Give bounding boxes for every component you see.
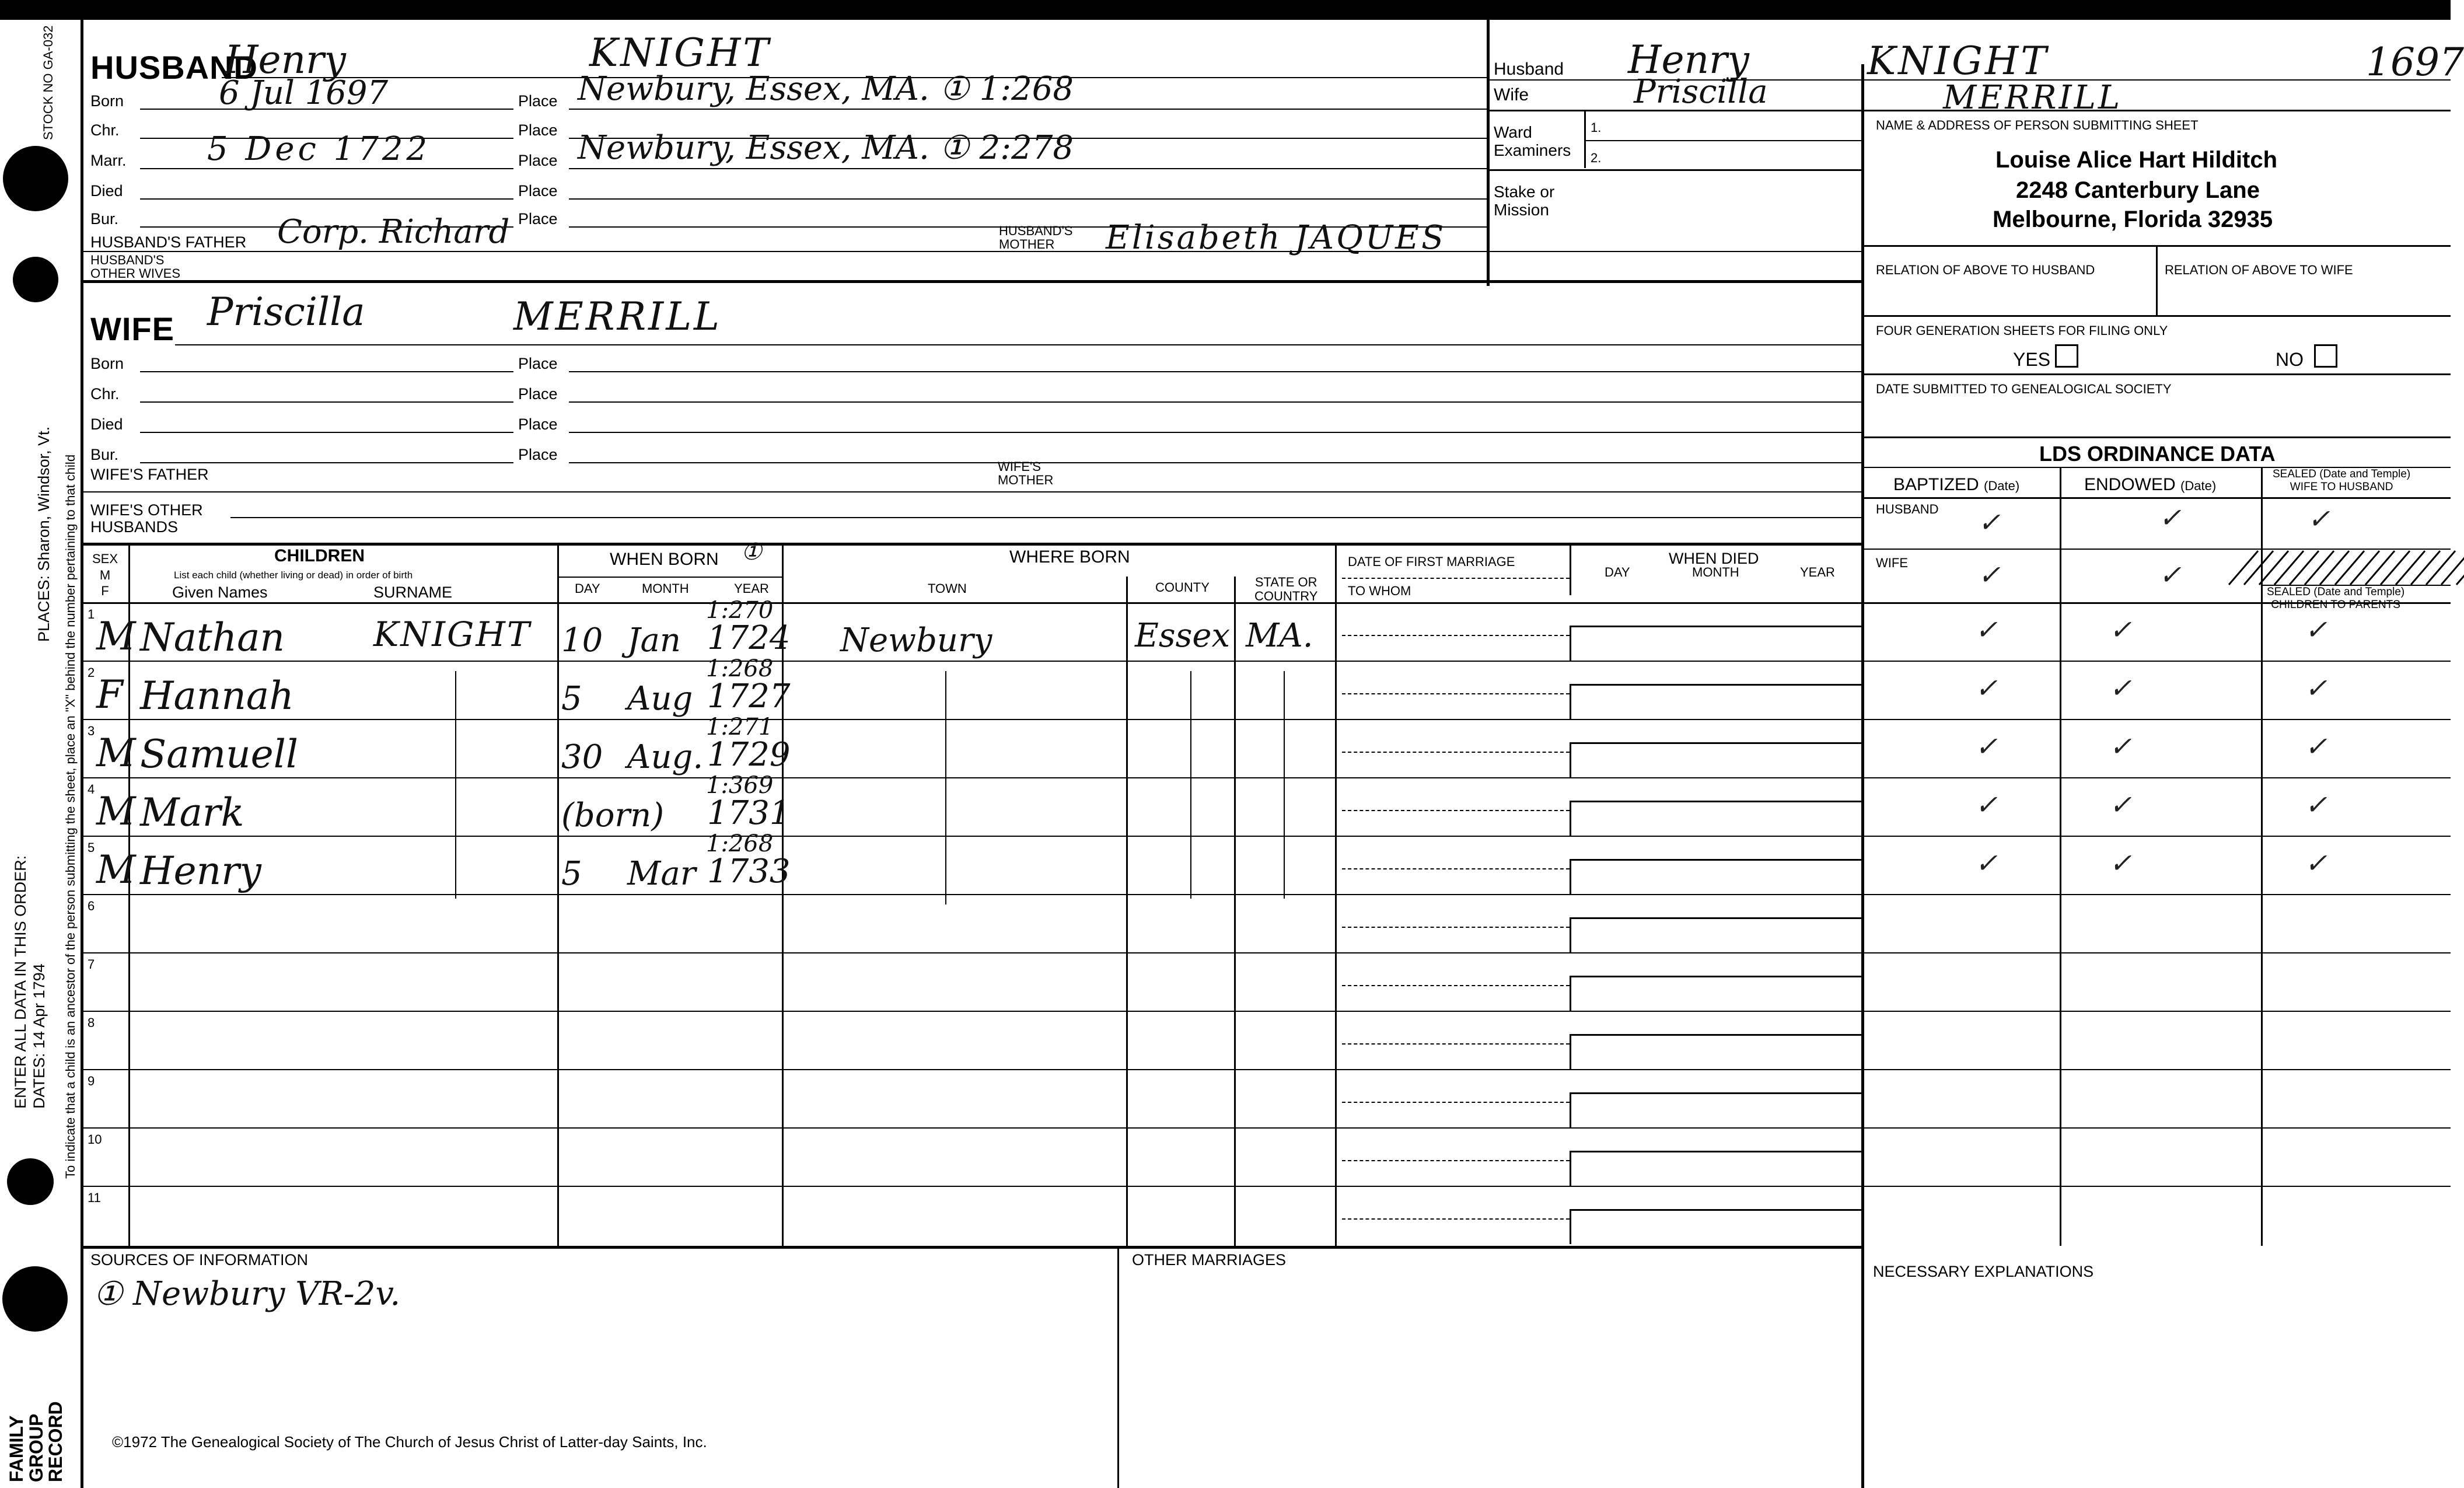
month-header: MONTH	[642, 581, 689, 596]
child-number: 7	[88, 957, 95, 972]
child-source-ref: 1:270	[706, 597, 774, 624]
check-mark: ✓	[1975, 847, 1998, 879]
relation-wife-label: RELATION OF ABOVE TO WIFE	[2165, 263, 2353, 277]
child-number: 6	[88, 899, 95, 913]
rule	[1570, 801, 1861, 802]
date-submitted-label: DATE SUBMITTED TO GENEALOGICAL SOCIETY	[1876, 382, 2172, 396]
top-border	[0, 0, 2451, 20]
baptized-header: BAPTIZED (Date)	[1893, 475, 2020, 494]
rule	[1861, 436, 2451, 438]
rule	[569, 198, 1487, 200]
child-birth-day: 30	[561, 738, 603, 776]
child-birth-town: Newbury	[840, 621, 992, 659]
right-wife-label: Wife	[1494, 85, 1529, 104]
child-number: 8	[88, 1015, 95, 1030]
check-mark: ✓	[2109, 614, 2132, 645]
check-mark: ✓	[2305, 789, 2327, 820]
when-born-source: ①	[741, 539, 762, 565]
husband-mother-label: HUSBAND'S MOTHER	[999, 223, 1073, 252]
rule	[1861, 602, 2451, 604]
necessary-explanations-label: NECESSARY EXPLANATIONS	[1873, 1263, 2094, 1280]
place-label: Place	[518, 355, 558, 372]
husband-marriage-place: Newbury, Essex, MA. ① 2:278	[578, 129, 1074, 167]
rule	[1342, 1102, 1570, 1103]
wife-heading: WIFE	[90, 310, 174, 347]
husband-marriage-date: 5 Dec 1722	[207, 130, 431, 168]
born-label: Born	[90, 92, 124, 110]
child-birth-day: (born)	[561, 797, 665, 834]
column-line	[1234, 577, 1236, 1246]
place-label: Place	[518, 210, 558, 228]
chr-label: Chr.	[90, 385, 120, 403]
rule	[1570, 1092, 1571, 1127]
rule	[1570, 684, 1571, 719]
hatched-cell	[2264, 551, 2451, 585]
binder-hole	[13, 257, 58, 302]
husband-father-name: Corp. Richard	[277, 213, 510, 251]
rule	[1570, 801, 1571, 836]
died-year-header: YEAR	[1800, 565, 1835, 579]
chr-label: Chr.	[90, 121, 120, 139]
rule	[82, 777, 1861, 778]
rule	[1861, 777, 2451, 778]
child-number: 5	[88, 840, 95, 855]
rule	[82, 602, 1861, 604]
rule	[1487, 169, 1861, 171]
binder-hole	[2, 1266, 68, 1332]
wife-father-label: WIFE'S FATHER	[90, 466, 209, 483]
child-birth-month: Jan	[627, 621, 681, 659]
rule	[557, 577, 782, 578]
rule	[1342, 1218, 1570, 1220]
other-marriages-label: OTHER MARRIAGES	[1132, 1251, 1287, 1269]
child-source-ref: 1:271	[706, 714, 774, 740]
rule	[1861, 952, 2451, 953]
rule	[140, 198, 513, 200]
rule	[1342, 985, 1570, 986]
day-header: DAY	[575, 581, 600, 596]
children-subtitle: List each child (whether living or dead) in order of birth	[174, 570, 413, 581]
died-day-header: DAY	[1605, 565, 1630, 579]
rule	[230, 517, 1861, 518]
check-mark: ✓	[1978, 559, 2001, 591]
child-number: 4	[88, 782, 95, 797]
husband-born-place: Newbury, Essex, MA. ① 1:268	[578, 70, 1074, 108]
stock-number: STOCK NO GA-032	[41, 25, 55, 140]
rule	[1342, 752, 1570, 753]
right-wife-given: Priscilla	[1634, 73, 1768, 111]
sources-entry: ① Newbury VR-2v.	[93, 1275, 401, 1313]
submitter-city: Melbourne, Florida 32935	[1993, 207, 2273, 232]
child-birth-day: 5	[561, 680, 582, 718]
side-instruction: To indicate that a child is an ancestor of the person submitting the sheet, place an "X" behind the number pertaining to that child	[63, 454, 78, 1179]
rule	[1342, 927, 1570, 928]
check-mark: ✓	[1978, 507, 2001, 538]
rule	[1570, 917, 1571, 952]
child-birth-state: MA.	[1246, 617, 1313, 655]
rule	[1487, 110, 2451, 111]
when-died-header: WHEN DIED	[1669, 550, 1759, 567]
rule	[82, 661, 1861, 662]
rule	[1570, 1151, 1571, 1186]
child-birth-day: 5	[561, 855, 582, 893]
check-mark: ✓	[2109, 731, 2132, 762]
where-born-header: WHERE BORN	[1009, 547, 1130, 567]
four-gen-label: FOUR GENERATION SHEETS FOR FILING ONLY	[1876, 323, 2168, 338]
rule	[140, 462, 513, 463]
children-header: CHILDREN	[274, 546, 365, 565]
left-margin-line	[81, 20, 83, 1488]
right-husband-label: Husband	[1494, 60, 1564, 79]
rule	[1570, 976, 1571, 1011]
rule	[82, 894, 1861, 895]
died-month-header: MONTH	[1692, 565, 1739, 579]
child-birth-county: Essex	[1135, 617, 1231, 655]
check-mark: ✓	[1975, 672, 1998, 704]
rule	[1342, 635, 1570, 636]
column-divider	[1487, 20, 1490, 286]
lds-title: LDS ORDINANCE DATA	[2039, 442, 2276, 466]
rule	[1861, 894, 2451, 895]
child-source-ref: 1:268	[706, 655, 774, 682]
check-mark: ✓	[2109, 672, 2132, 704]
child-number: 11	[88, 1190, 101, 1205]
child-given-name: Mark	[140, 790, 244, 835]
sealed-wife-husband-header: SEALED (Date and Temple) WIFE TO HUSBAND	[2273, 468, 2411, 493]
column-line	[1570, 543, 1571, 595]
rule	[82, 280, 1861, 283]
check-mark: ✓	[2305, 672, 2327, 704]
child-birth-year: 1731	[707, 794, 791, 832]
bur-label: Bur.	[90, 446, 119, 463]
child-sex: M	[96, 731, 136, 776]
rule	[1861, 719, 2451, 720]
sources-label: SOURCES OF INFORMATION	[90, 1251, 309, 1269]
form-title: FAMILY GROUP RECORD	[6, 1401, 67, 1482]
side-places-note: PLACES: Sharon, Windsor, Vt.	[35, 426, 53, 642]
rule	[1342, 1043, 1570, 1045]
relation-husband-label: RELATION OF ABOVE TO HUSBAND	[1876, 263, 2095, 277]
rule	[569, 168, 1487, 169]
side-enter-order: ENTER ALL DATA IN THIS ORDER:	[12, 855, 29, 1109]
rule	[1342, 693, 1570, 694]
sex-header: SEX M F	[92, 551, 118, 598]
ditto-mark	[945, 671, 946, 904]
rule	[1570, 626, 1571, 661]
husband-surname: KNIGHT	[589, 30, 771, 75]
child-number: 3	[88, 724, 95, 738]
right-wife-surname: MERRILL	[1943, 79, 2123, 117]
rule	[1570, 1209, 1861, 1211]
submitter-name: Louise Alice Hart Hilditch	[1995, 147, 2278, 173]
rule	[1570, 626, 1861, 627]
year-header: YEAR	[734, 581, 769, 596]
check-mark: ✓	[2159, 502, 2182, 533]
submitter-street: 2248 Canterbury Lane	[2016, 177, 2260, 203]
check-mark: ✓	[2109, 847, 2132, 879]
yes-checkbox[interactable]	[2055, 344, 2078, 368]
rule	[82, 836, 1861, 837]
check-mark: ✓	[1975, 789, 1998, 820]
place-label: Place	[518, 121, 558, 139]
rule	[1861, 1011, 2451, 1012]
submitter-label: NAME & ADDRESS OF PERSON SUBMITTING SHEET	[1876, 118, 2199, 132]
child-birth-year: 1729	[707, 736, 791, 774]
rule	[82, 1127, 1861, 1129]
rule	[140, 168, 513, 169]
rule	[1861, 1186, 2451, 1187]
rule	[1861, 661, 2451, 662]
place-label: Place	[518, 415, 558, 433]
column-line	[2060, 467, 2061, 1246]
place-label: Place	[518, 446, 558, 463]
town-header: TOWN	[928, 581, 967, 596]
check-mark: ✓	[2109, 789, 2132, 820]
child-source-ref: 1:268	[706, 830, 774, 857]
ditto-mark	[1190, 671, 1191, 899]
rule	[1342, 810, 1570, 811]
check-mark: ✓	[1975, 614, 1998, 645]
rule	[1342, 1160, 1570, 1161]
husband-row-label: HUSBAND	[1876, 502, 1939, 516]
first-marriage-header: DATE OF FIRST MARRIAGE	[1348, 554, 1515, 569]
died-label: Died	[90, 182, 123, 200]
right-husband-given: Henry	[1628, 37, 1749, 82]
no-label: NO	[2276, 349, 2304, 370]
rule	[1342, 868, 1570, 869]
husband-given-name: Henry	[225, 37, 346, 82]
column-line	[1126, 577, 1128, 1246]
no-checkbox[interactable]	[2314, 344, 2337, 368]
rule	[1861, 836, 2451, 837]
rule	[1570, 859, 1861, 861]
child-given-name: Henry	[140, 848, 261, 893]
rule	[569, 371, 1861, 372]
child-sex: M	[96, 847, 136, 892]
side-dates-note: DATES: 14 Apr 1794	[30, 963, 48, 1109]
rule	[1861, 373, 2451, 375]
when-born-header: WHEN BORN	[610, 550, 719, 569]
child-given-name: Hannah	[140, 673, 294, 718]
child-given-name: Nathan	[140, 615, 285, 660]
check-mark: ✓	[2305, 614, 2327, 645]
rule	[82, 251, 1861, 252]
child-sex: M	[96, 614, 136, 659]
husband-heading: HUSBAND	[90, 49, 258, 86]
bur-label: Bur.	[90, 210, 119, 228]
born-label: Born	[90, 355, 124, 372]
child-birth-year: 1724	[707, 619, 791, 657]
wife-surname: MERRILL	[513, 294, 722, 339]
endowed-header: ENDOWED (Date)	[2084, 475, 2217, 494]
rule	[569, 462, 1861, 463]
rule	[569, 432, 1861, 433]
rule	[1342, 578, 1570, 579]
rule	[140, 432, 513, 433]
rule	[1570, 859, 1571, 894]
column-line	[2156, 245, 2158, 315]
column-line	[1117, 1246, 1119, 1488]
rule	[82, 1011, 1861, 1012]
child-birth-year: 1733	[707, 853, 791, 890]
wife-mother-label: WIFE'S MOTHER	[998, 459, 1054, 488]
ward-label: Ward Examiners	[1494, 123, 1571, 159]
rule	[1570, 1092, 1861, 1094]
binder-hole	[3, 146, 68, 211]
ditto-mark	[455, 671, 456, 899]
child-source-ref: 1:369	[706, 772, 774, 799]
check-mark: ✓	[2308, 503, 2330, 535]
rule	[1570, 1151, 1861, 1152]
husband-other-wives-label: HUSBAND'S OTHER WIVES	[90, 253, 181, 281]
right-husband-surname: KNIGHT	[1867, 39, 2049, 83]
copyright-notice: ©1972 The Genealogical Society of The Church of Jesus Christ of Latter-day Saints, Inc.	[112, 1433, 707, 1451]
husband-born-date: 6 Jul 1697	[219, 74, 389, 112]
child-surname: KNIGHT	[373, 614, 532, 654]
rule	[1570, 1034, 1571, 1069]
rule	[82, 1069, 1861, 1070]
rule	[1861, 1127, 2451, 1129]
column-divider	[1861, 64, 1864, 1488]
child-birth-day: 10	[561, 621, 603, 659]
state-header: STATE OR COUNTRY	[1254, 575, 1318, 604]
rule	[82, 543, 1861, 546]
column-line	[1584, 110, 1586, 168]
place-label: Place	[518, 385, 558, 403]
child-number: 9	[88, 1074, 95, 1088]
child-birth-month: Mar	[627, 855, 696, 893]
rule	[569, 109, 1487, 110]
yes-label: YES	[2013, 349, 2051, 370]
wife-row-label: WIFE	[1876, 556, 1908, 570]
rule	[1570, 1034, 1861, 1036]
rule	[1584, 140, 1861, 141]
child-number: 10	[88, 1132, 102, 1147]
child-birth-month: Aug	[627, 680, 693, 718]
check-mark: ✓	[1975, 731, 1998, 762]
sealed-children-parents-header: SEALED (Date and Temple) CHILDREN TO PARENTS	[2267, 586, 2405, 611]
child-given-name: Samuell	[140, 732, 298, 777]
child-sex: F	[96, 672, 123, 717]
rule	[1570, 684, 1861, 686]
rule	[82, 952, 1861, 953]
child-birth-year: 1727	[707, 677, 791, 715]
rule	[1570, 742, 1861, 744]
check-mark: ✓	[2305, 731, 2327, 762]
rule	[82, 1246, 1861, 1249]
child-birth-month: Aug.	[627, 738, 704, 776]
rule	[175, 344, 1861, 345]
place-label: Place	[518, 152, 558, 169]
child-number: 2	[88, 665, 95, 680]
rule	[1570, 742, 1571, 777]
rule	[1570, 1209, 1571, 1244]
examiner-2: 2.	[1591, 151, 1602, 165]
check-mark: ✓	[2305, 847, 2327, 879]
rule	[82, 719, 1861, 720]
binder-hole	[7, 1158, 54, 1205]
ditto-mark	[1284, 671, 1285, 899]
rule	[1861, 315, 2451, 317]
rule	[1570, 917, 1861, 919]
place-label: Place	[518, 182, 558, 200]
rule	[82, 1186, 1861, 1187]
examiner-1: 1.	[1591, 120, 1602, 135]
marr-label: Marr.	[90, 152, 127, 169]
wife-given-name: Priscilla	[207, 289, 365, 334]
husband-father-label: HUSBAND'S FATHER	[90, 233, 247, 251]
child-number: 1	[88, 607, 95, 621]
child-sex: M	[96, 789, 136, 834]
rule	[1861, 549, 2451, 550]
husband-mother-name: Elisabeth JAQUES	[1106, 219, 1446, 257]
place-label: Place	[518, 92, 558, 110]
rule	[1570, 976, 1861, 977]
rule	[1861, 497, 2451, 499]
rule	[140, 109, 513, 110]
rule	[140, 401, 513, 403]
rule	[569, 401, 1861, 403]
check-mark: ✓	[2159, 559, 2182, 591]
to-whom-header: TO WHOM	[1348, 584, 1411, 598]
stake-label: Stake or Mission	[1494, 183, 1555, 219]
wife-other-husbands-label: WIFE'S OTHER HUSBANDS	[90, 501, 203, 536]
rule	[1861, 1069, 2451, 1070]
county-header: COUNTY	[1155, 580, 1210, 595]
right-husband-year: 1697	[2366, 40, 2464, 85]
surname-header: SURNAME	[373, 584, 453, 601]
given-names-header: Given Names	[172, 584, 268, 601]
rule	[82, 491, 1861, 492]
died-label: Died	[90, 415, 123, 433]
rule	[140, 371, 513, 372]
